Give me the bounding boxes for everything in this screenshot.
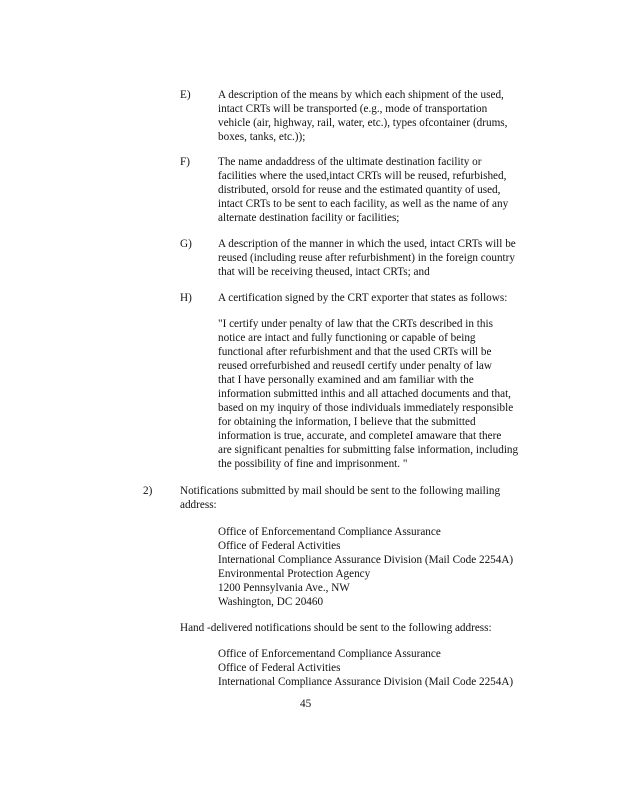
item-g-line: A description of the manner in which the used, intact CRTs will be — [218, 238, 516, 250]
quote-line: are significant penalties for submitting false information, including — [218, 444, 519, 456]
hand-delivery-address — [218, 647, 558, 689]
quote-line: functional after refurbishment and that the used CRTs will be — [218, 346, 492, 358]
certification-quote — [218, 317, 558, 471]
hand-delivery-line: Hand -delivered notifications should be sent to the following address: — [180, 622, 492, 634]
item-g-line: that will be receiving theused, intact CRTs; and — [218, 266, 430, 278]
section-2-line: address: — [180, 499, 217, 511]
item-h-label: H) — [180, 292, 192, 304]
item-e-line: vehicle (air, highway, rail, water, etc.), types ofcontainer (drums, — [218, 117, 508, 129]
quote-line: notice are intact and fully functioning or capable of being — [218, 332, 476, 344]
quote-line: based on my inquiry of those individuals immediately responsible — [218, 402, 514, 414]
item-e-line: A description of the means by which each shipment of the used, — [218, 89, 504, 101]
item-g-label: G) — [180, 238, 192, 250]
quote-line: "I certify under penalty of law that the CRTs described in this — [218, 318, 493, 330]
quote-line: reused orrefurbished and reusedI certify under penalty of law — [218, 360, 492, 372]
section-2-label: 2) — [143, 485, 153, 497]
item-e-text — [218, 88, 558, 144]
item-h-line: A certification signed by the CRT exporter that states as follows: — [218, 292, 508, 304]
hand-delivery-intro — [180, 621, 560, 635]
item-e-line: intact CRTs will be transported (e.g., mode of transportation — [218, 103, 488, 115]
item-g-line: reused (including reuse after refurbishment) in the foreign country — [218, 252, 515, 264]
address-line: International Compliance Assurance Division (Mail Code 2254A) — [218, 554, 514, 566]
section-2-line: Notifications submitted by mail should be sent to the following mailing — [180, 485, 501, 497]
address-line: Office of Federal Activities — [218, 540, 341, 552]
quote-line: for obtaining the information, I believe that the submitted — [218, 416, 476, 428]
address-line: Office of Federal Activities — [218, 662, 341, 674]
mailing-address — [218, 525, 558, 609]
quote-line: information submitted inthis and all attached documents and that, — [218, 388, 511, 400]
item-f-text — [218, 155, 558, 225]
address-line: Office of Enforcementand Compliance Assurance — [218, 648, 441, 660]
quote-line: that I have personally examined and am familiar with the — [218, 374, 474, 386]
item-h-text — [218, 291, 558, 305]
page-number: 45 — [300, 698, 312, 710]
address-line: Environmental Protection Agency — [218, 568, 371, 580]
address-line: 1200 Pennsylvania Ave., NW — [218, 582, 350, 594]
item-f-line: alternate destination facility or facilities; — [218, 212, 400, 224]
quote-line: the possibility of fine and imprisonment. " — [218, 458, 408, 470]
item-e-line: boxes, tanks, etc.)); — [218, 131, 306, 143]
address-line: Washington, DC 20460 — [218, 596, 324, 608]
quote-line: information is true, accurate, and completeI amaware that there — [218, 430, 502, 442]
item-e-label: E) — [180, 89, 191, 101]
item-g-text — [218, 237, 558, 279]
address-line: Office of Enforcementand Compliance Assurance — [218, 526, 441, 538]
item-f-label: F) — [180, 156, 190, 168]
item-f-line: The name andaddress of the ultimate destination facility or — [218, 156, 482, 168]
item-f-line: intact CRTs to be sent to each facility, as well as the name of any — [218, 198, 509, 210]
address-line: International Compliance Assurance Division (Mail Code 2254A) — [218, 676, 514, 688]
item-f-line: distributed, orsold for reuse and the estimated quantity of used, — [218, 184, 501, 196]
section-2-text — [180, 484, 560, 512]
item-f-line: facilities where the used,intact CRTs will be reused, refurbished, — [218, 170, 507, 182]
